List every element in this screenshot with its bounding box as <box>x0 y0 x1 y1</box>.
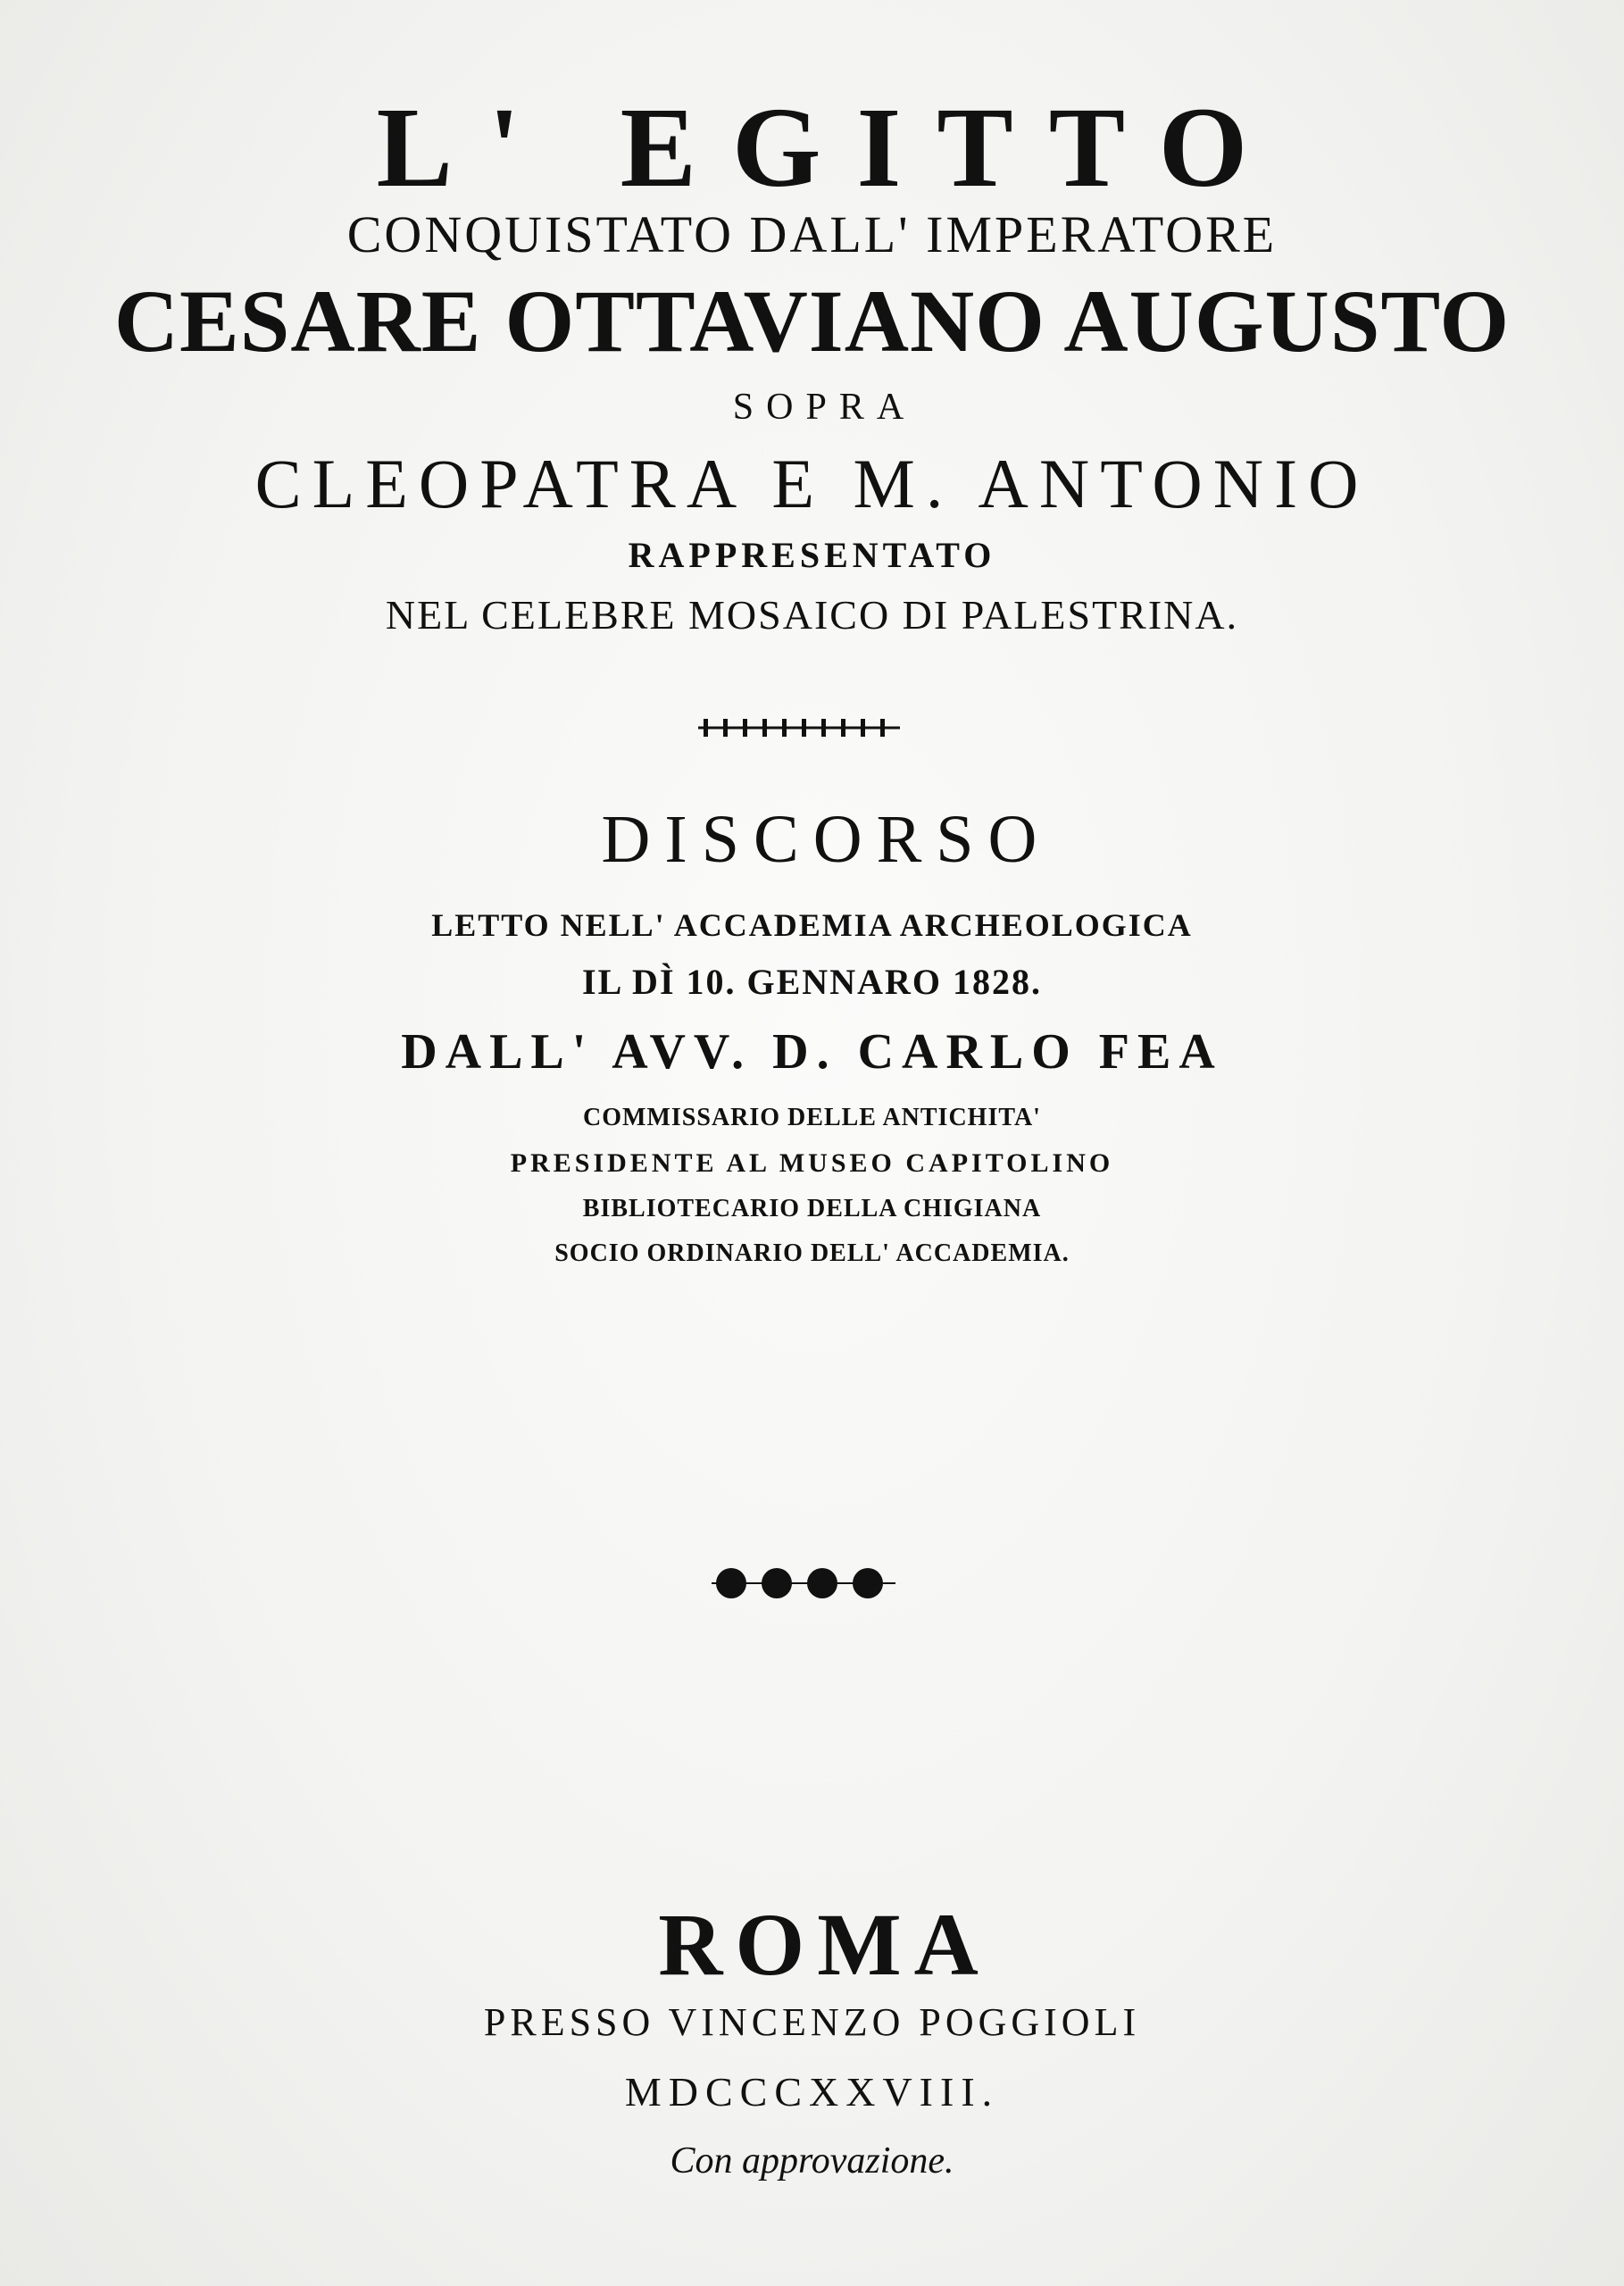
subtitle-cesare: CESARE OTTAVIANO AUGUSTO <box>113 271 1511 371</box>
imprint-publisher: PRESSO VINCENZO POGGIOLI <box>483 2000 1141 2044</box>
subtitle-mosaico: NEL CELEBRE MOSAICO DI PALESTRINA. <box>385 592 1239 638</box>
author-title: COMMISSARIO DELLE ANTICHITA' <box>583 1104 1041 1131</box>
subtitle-rappresentato: RAPPRESENTATO <box>628 535 996 575</box>
dot-chain-ornament <box>710 1561 897 1606</box>
author-line: DALL' AVV. D. CARLO FEA <box>401 1024 1223 1080</box>
subtitle-conquistato: CONQUISTATO DALL' IMPERATORE <box>346 205 1278 263</box>
imprint-year: MDCCCXXVIII. <box>624 2069 1000 2115</box>
date-line: IL DÌ 10. GENNARO 1828. <box>582 962 1042 1002</box>
imprint-city: ROMA <box>658 1895 991 1994</box>
subtitle-sopra: SOPRA <box>732 387 917 428</box>
discourse-heading: DISCORSO <box>601 802 1052 877</box>
author-title: PRESIDENTE AL MUSEO CAPITOLINO <box>510 1148 1114 1178</box>
subtitle-cleopatra: CLEOPATRA E M. ANTONIO <box>254 445 1370 522</box>
author-title: BIBLIOTECARIO DELLA CHIGIANA <box>582 1195 1042 1222</box>
read-at-line: LETTO NELL' ACCADEMIA ARCHEOLOGICA <box>431 907 1193 943</box>
approval-note: Con approvazione. <box>670 2140 954 2182</box>
main-title: L' EGITTO <box>376 84 1284 211</box>
author-title: SOCIO ORDINARIO DELL' ACCADEMIA. <box>554 1239 1070 1267</box>
cross-divider-ornament <box>696 714 902 741</box>
